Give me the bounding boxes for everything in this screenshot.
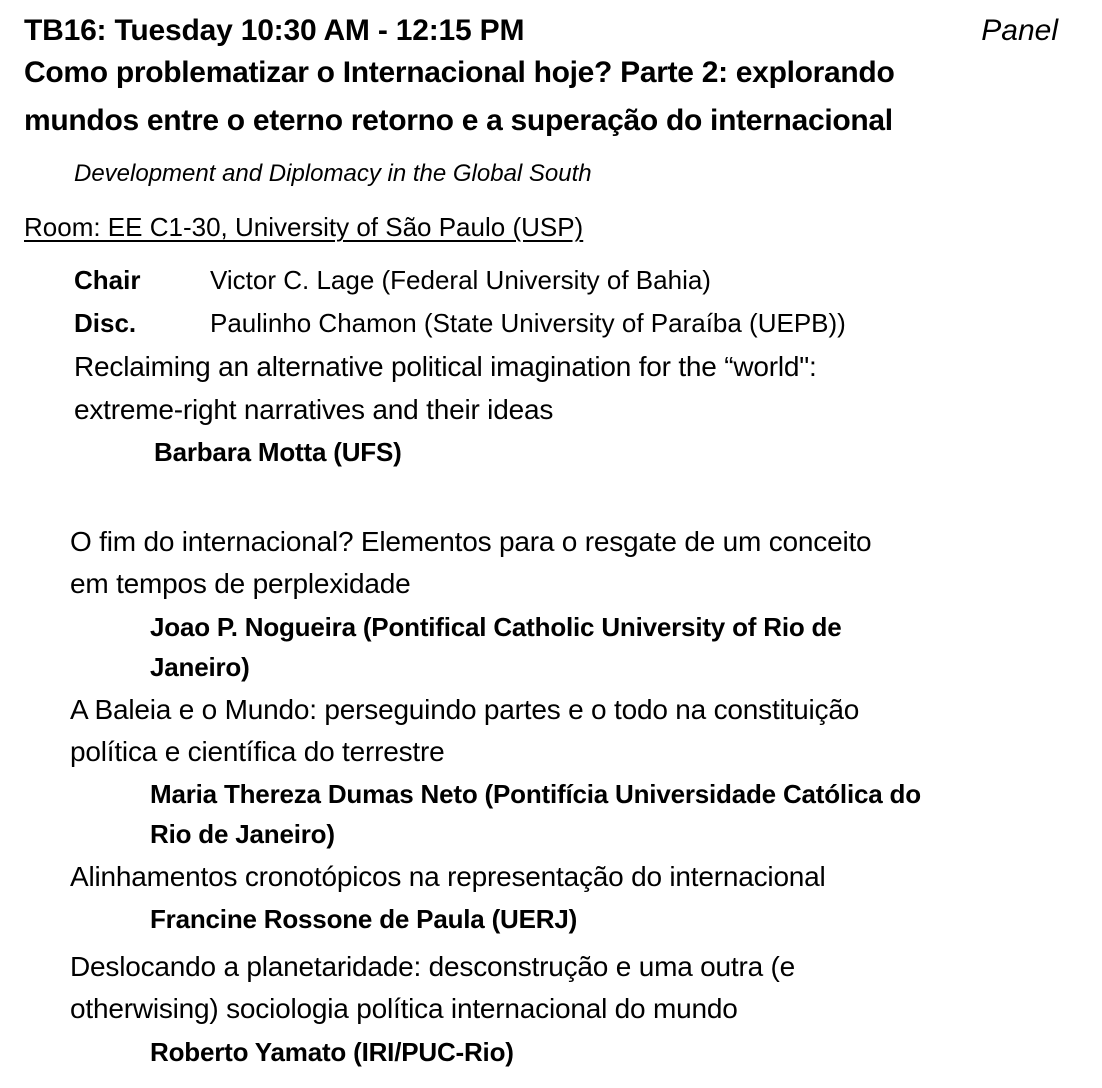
paper-title-line: Reclaiming an alternative political imagination for the “world": — [74, 351, 817, 382]
paper-author: Barbara Motta (UFS) — [154, 437, 402, 467]
session-code-time: TB16: Tuesday 10:30 AM - 12:15 PM — [24, 14, 525, 47]
chair-person: Victor C. Lage (Federal University of Bahia) — [210, 265, 711, 295]
paper-title-line: O fim do internacional? Elementos para o resgate de um conceito — [70, 526, 872, 557]
paper-title-line: política e científica do terrestre — [70, 736, 445, 767]
paper-author: Maria Thereza Dumas Neto (Pontifícia Universidade Católica do — [150, 779, 921, 809]
paper-author: Francine Rossone de Paula (UERJ) — [150, 904, 578, 934]
discussant-label: Disc. — [74, 308, 137, 338]
discussant-person: Paulinho Chamon (State University of Paraíba (UEPB)) — [210, 308, 846, 338]
paper-title-line: Deslocando a planetaridade: desconstrução e uma outra (e — [70, 951, 796, 982]
session-room: Room: EE C1-30, University of São Paulo (USP) — [24, 212, 584, 242]
paper-title-line: otherwising) sociologia política internacional do mundo — [70, 993, 738, 1024]
session-track: Development and Diplomacy in the Global South — [74, 160, 592, 187]
paper-author: Janeiro) — [150, 652, 250, 682]
paper-title-line: em tempos de perplexidade — [70, 568, 411, 599]
paper-author: Roberto Yamato (IRI/PUC-Rio) — [150, 1037, 514, 1067]
chair-label: Chair — [74, 265, 141, 295]
session-title-line-1: Como problematizar o Internacional hoje? Parte 2: explorando — [24, 56, 895, 89]
paper-title-line: extreme-right narratives and their ideas — [74, 394, 554, 425]
session-title-line-2: mundos entre o eterno retorno e a superação do internacional — [24, 104, 893, 137]
session-type: Panel — [981, 14, 1058, 47]
paper-title-line: Alinhamentos cronotópicos na representação do internacional — [70, 861, 826, 892]
paper-author: Joao P. Nogueira (Pontifical Catholic University of Rio de — [150, 612, 842, 642]
paper-author: Rio de Janeiro) — [150, 819, 335, 849]
paper-title-line: A Baleia e o Mundo: perseguindo partes e o todo na constituição — [70, 694, 860, 725]
